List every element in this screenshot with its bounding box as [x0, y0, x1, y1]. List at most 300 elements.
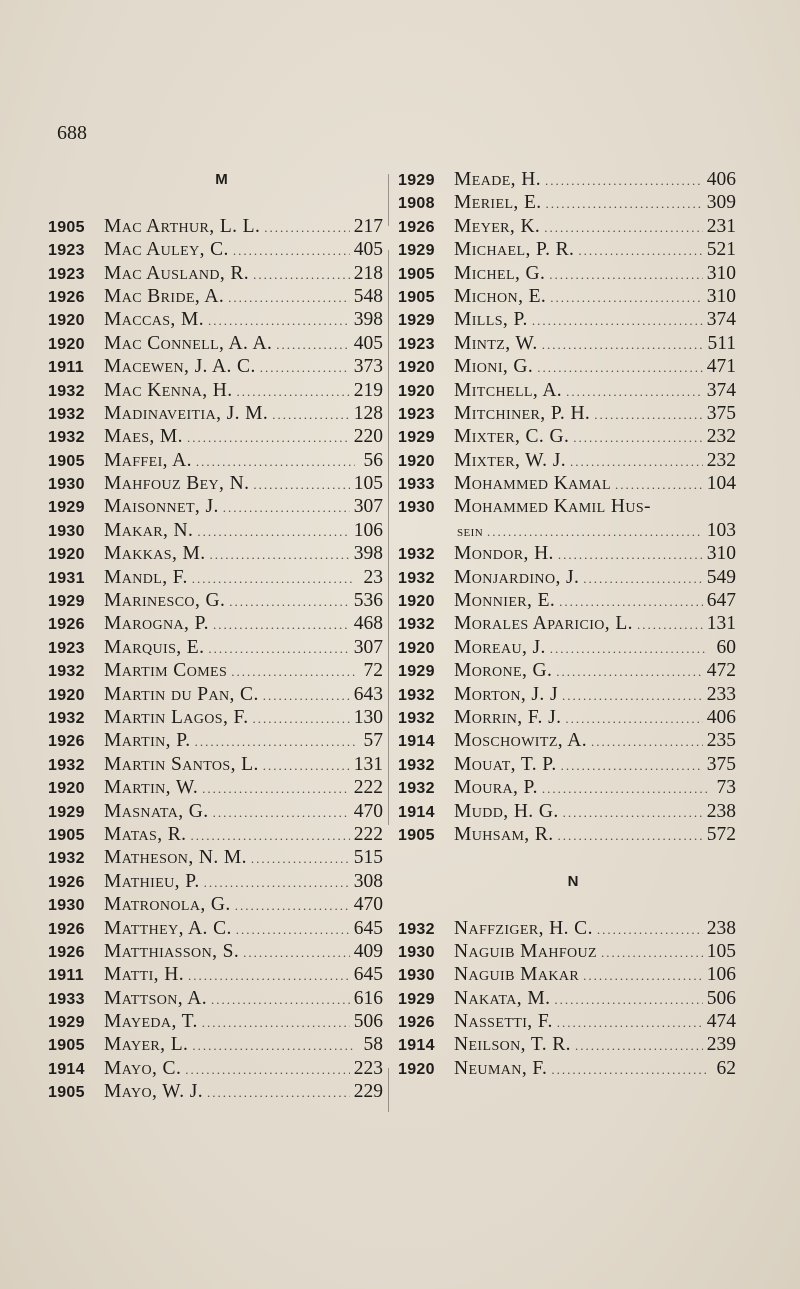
leader-dots	[196, 450, 355, 473]
leader-dots	[231, 660, 355, 683]
index-entry	[398, 683, 736, 706]
entry-name: Morales Aparicio, L.	[454, 613, 633, 635]
index-entry	[48, 917, 383, 940]
index-entry	[48, 379, 383, 402]
index-entry	[48, 566, 383, 589]
entry-page: 223	[353, 1057, 383, 1079]
entry-year: 1926	[48, 943, 85, 961]
index-entry	[48, 729, 383, 752]
leader-dots	[601, 941, 703, 964]
index-list-m	[48, 215, 383, 1104]
entry-name: Morton, J. J	[454, 683, 558, 705]
entry-page: 468	[353, 613, 383, 635]
entry-year: 1914	[398, 1037, 435, 1055]
entry-year: 1926	[48, 920, 85, 938]
entry-page: 239	[706, 1034, 736, 1056]
leader-dots	[276, 333, 350, 356]
leader-dots	[195, 730, 355, 753]
leader-dots	[263, 684, 350, 707]
index-entry	[398, 215, 736, 238]
index-entry	[398, 566, 736, 589]
leader-dots	[190, 824, 349, 847]
entry-name: Morone, G.	[454, 660, 553, 682]
entry-year: 1905	[48, 826, 85, 844]
entry-name: Mac Auley, C.	[104, 239, 229, 261]
leader-dots	[556, 660, 702, 683]
entry-year: 1920	[48, 686, 85, 704]
entry-year: 1932	[48, 850, 85, 868]
leader-dots	[207, 1081, 350, 1104]
leader-dots	[545, 169, 703, 192]
entry-name: Matronola, G.	[104, 894, 231, 916]
leader-dots	[192, 1034, 355, 1057]
entry-name: Mac Connell, A. A.	[104, 332, 273, 354]
index-entry	[398, 449, 736, 472]
index-entry	[48, 1057, 383, 1080]
page-number: 688	[57, 122, 87, 144]
index-entry	[48, 589, 383, 612]
leader-dots	[562, 684, 703, 707]
index-entry	[48, 495, 383, 518]
entry-year: 1933	[398, 476, 435, 494]
entry-page: 104	[706, 473, 736, 495]
index-entry	[48, 215, 383, 238]
entry-page: 238	[706, 917, 736, 939]
leader-dots	[213, 801, 350, 824]
index-entry	[48, 519, 383, 542]
entry-page: 616	[353, 987, 383, 1009]
entry-name: Mitchiner, P. H.	[454, 402, 591, 424]
entry-name: Maisonnet, J.	[104, 496, 219, 518]
entry-page: 373	[353, 356, 383, 378]
entry-year: 1932	[398, 709, 435, 727]
entry-name: Mayo, C.	[104, 1057, 182, 1079]
entry-year: 1920	[48, 780, 85, 798]
leader-dots	[591, 730, 703, 753]
entry-page: 219	[353, 379, 383, 401]
entry-year: 1932	[398, 569, 435, 587]
entry-year: 1920	[398, 593, 435, 611]
index-entry	[398, 1057, 736, 1080]
entry-page: 406	[706, 706, 736, 728]
entry-year: 1920	[398, 1060, 435, 1078]
index-entry	[398, 238, 736, 261]
index-entry	[48, 612, 383, 635]
entry-name: Mioni, G.	[454, 356, 534, 378]
entry-year: 1923	[48, 265, 85, 283]
entry-page: 572	[706, 823, 736, 845]
entry-year: 1930	[48, 522, 85, 540]
entry-year: 1914	[398, 733, 435, 751]
entry-name: Maccas, M.	[104, 309, 204, 331]
index-entry	[398, 262, 736, 285]
entry-page: 106	[706, 964, 736, 986]
index-entry	[398, 987, 736, 1010]
entry-name: Mondor, H.	[454, 543, 554, 565]
leader-dots	[192, 567, 355, 590]
entry-page: 23	[363, 566, 383, 588]
entry-page: 60	[716, 636, 736, 658]
index-entry	[398, 542, 736, 565]
leader-dots	[563, 801, 703, 824]
leader-dots	[235, 894, 350, 917]
entry-name: Neilson, T. R.	[454, 1034, 571, 1056]
entry-page: 549	[706, 566, 736, 588]
leader-dots	[554, 988, 702, 1011]
entry-year: 1932	[48, 405, 85, 423]
entry-page: 217	[353, 215, 383, 237]
entry-year: 1932	[398, 780, 435, 798]
entry-page: 105	[353, 473, 383, 495]
entry-name: Mayeda, T.	[104, 1011, 198, 1033]
entry-name: Moura, P.	[454, 777, 538, 799]
index-entry	[48, 706, 383, 729]
entry-name: Mohammed Kamil Hus-	[454, 496, 651, 518]
index-entry	[398, 519, 736, 542]
entry-year: 1929	[398, 312, 435, 330]
entry-page: 58	[363, 1034, 383, 1056]
leader-dots	[202, 1011, 350, 1034]
leader-dots	[236, 918, 350, 941]
index-entry	[48, 940, 383, 963]
entry-name: Neuman, F.	[454, 1057, 548, 1079]
index-entry	[398, 753, 736, 776]
index-entry	[398, 168, 736, 191]
entry-page: 645	[353, 917, 383, 939]
entry-page: 307	[353, 496, 383, 518]
entry-year: 1933	[48, 990, 85, 1008]
entry-page: 131	[706, 613, 736, 635]
entry-year: 1920	[48, 312, 85, 330]
index-entry	[398, 612, 736, 635]
leader-dots	[272, 403, 350, 426]
index-entry	[398, 589, 736, 612]
index-entry	[398, 191, 736, 214]
entry-year: 1929	[398, 172, 435, 189]
leader-dots	[243, 941, 350, 964]
index-entry	[398, 776, 736, 799]
entry-year: 1905	[398, 288, 435, 306]
entry-year: 1923	[48, 242, 85, 260]
section-spacer	[48, 191, 383, 214]
entry-name: Martin Lagos, F.	[104, 706, 249, 728]
index-entry	[48, 425, 383, 448]
entry-year: 1920	[398, 382, 435, 400]
entry-name: Mixter, W. J.	[454, 449, 566, 471]
entry-name: Mixter, C. G.	[454, 426, 570, 448]
entry-name: Martin, W.	[104, 777, 199, 799]
leader-dots	[559, 590, 703, 613]
leader-dots	[544, 216, 703, 239]
right-column	[398, 168, 736, 1080]
entry-page: 406	[706, 169, 736, 190]
entry-name: Mattson, A.	[104, 987, 208, 1009]
column-rule-middle	[388, 250, 389, 825]
entry-name: Monjardino, J.	[454, 566, 580, 588]
entry-page: 506	[706, 987, 736, 1009]
column-rule-bottom	[388, 1068, 389, 1112]
leader-dots	[578, 239, 702, 262]
entry-name: Matti, H.	[104, 964, 184, 986]
entry-year: 1905	[48, 1084, 85, 1102]
entry-page: 472	[706, 660, 736, 682]
index-entry	[398, 355, 736, 378]
leader-dots	[561, 754, 703, 777]
entry-page: 232	[706, 449, 736, 471]
leader-dots	[211, 988, 350, 1011]
entry-page: 374	[706, 379, 736, 401]
entry-page: 375	[706, 753, 736, 775]
leader-dots	[210, 543, 350, 566]
index-entry	[398, 917, 736, 940]
leader-dots	[583, 567, 702, 590]
entry-name: Naguib Makar	[454, 964, 580, 986]
index-entry	[398, 495, 736, 518]
entry-page: 232	[706, 426, 736, 448]
leader-dots	[532, 309, 703, 332]
index-entry	[48, 308, 383, 331]
entry-page: 405	[353, 332, 383, 354]
leader-dots	[558, 824, 703, 847]
index-entry	[48, 683, 383, 706]
leader-dots	[264, 216, 349, 239]
section-spacer	[398, 893, 736, 916]
entry-year: 1926	[398, 218, 435, 236]
entry-year: 1920	[398, 639, 435, 657]
entry-name: Mac Arthur, L. L.	[104, 215, 261, 237]
entry-year: 1932	[398, 616, 435, 634]
entry-year: 1920	[398, 359, 435, 377]
index-entry	[398, 308, 736, 331]
entry-name: Muhsam, R.	[454, 823, 554, 845]
entry-name: Moreau, J.	[454, 636, 546, 658]
leader-dots	[550, 286, 703, 309]
leader-dots	[237, 380, 350, 403]
entry-name: Martin, P.	[104, 730, 191, 752]
index-entry	[398, 729, 736, 752]
index-entry	[48, 636, 383, 659]
left-column	[48, 168, 383, 1104]
entry-name: Naguib Mahfouz	[454, 940, 598, 962]
entry-page: 506	[353, 1011, 383, 1033]
entry-name: Macewen, J. A. C.	[104, 356, 256, 378]
entry-page: 536	[353, 590, 383, 612]
entry-name: Meyer, K.	[454, 215, 541, 237]
section-heading-m: M	[215, 171, 228, 188]
entry-page: 375	[706, 402, 736, 424]
section-heading-n: N	[567, 872, 579, 890]
leader-dots	[558, 543, 703, 566]
entry-year: 1911	[48, 359, 84, 377]
entry-year: 1932	[398, 546, 435, 564]
index-entry	[48, 659, 383, 682]
entry-year: 1914	[398, 803, 435, 821]
entry-name: Mac Bride, A.	[104, 285, 225, 307]
entry-name: Nakata, M.	[454, 987, 551, 1009]
leader-dots	[573, 426, 703, 449]
entry-page: 231	[706, 215, 736, 237]
entry-page: 548	[353, 285, 383, 307]
entry-year: 1908	[398, 195, 435, 213]
leader-dots	[542, 333, 704, 356]
entry-year: 1929	[398, 990, 435, 1008]
leader-dots	[204, 871, 350, 894]
index-entry	[398, 425, 736, 448]
entry-year: 1905	[398, 265, 435, 283]
entry-page: 105	[706, 940, 736, 962]
entry-year: 1905	[48, 218, 85, 236]
entry-year: 1905	[48, 452, 85, 470]
index-entry	[398, 332, 736, 355]
entry-page: 73	[716, 777, 736, 799]
entry-year: 1932	[48, 756, 85, 774]
section-spacer	[398, 846, 736, 869]
entry-page: 103	[706, 519, 736, 541]
leader-dots	[542, 777, 708, 800]
entry-name: Michon, E.	[454, 285, 547, 307]
entry-name: Monnier, E.	[454, 590, 556, 612]
entry-year: 1905	[48, 1037, 85, 1055]
entry-year: 1926	[48, 873, 85, 891]
leader-dots	[546, 192, 703, 215]
entry-year: 1932	[48, 709, 85, 727]
entry-year: 1911	[48, 967, 84, 985]
entry-name: Martin du Pan, C.	[104, 683, 259, 705]
leader-dots	[187, 426, 350, 449]
index-entry	[48, 238, 383, 261]
entry-year: 1926	[48, 288, 85, 306]
entry-name: Mohammed Kamal	[454, 473, 612, 495]
leader-dots	[537, 356, 703, 379]
index-entry	[398, 706, 736, 729]
entry-year: 1930	[398, 943, 435, 961]
index-entry	[48, 285, 383, 308]
entry-name: Marogna, P.	[104, 613, 209, 635]
entry-name: Michel, G.	[454, 262, 546, 284]
index-entry	[48, 846, 383, 869]
index-entry	[48, 800, 383, 823]
index-entry	[48, 472, 383, 495]
entry-name: Maes, M.	[104, 426, 183, 448]
entry-page: 398	[353, 309, 383, 331]
entry-year: 1932	[48, 429, 85, 447]
entry-page: 643	[353, 683, 383, 705]
index-list-n	[398, 917, 736, 1081]
entry-page: 308	[353, 870, 383, 892]
leader-dots	[253, 263, 350, 286]
entry-name: Mudd, H. G.	[454, 800, 559, 822]
entry-name: Naffziger, H. C.	[454, 917, 593, 939]
entry-year: 1932	[48, 382, 85, 400]
entry-year: 1930	[398, 499, 435, 517]
entry-name: Meade, H.	[454, 169, 541, 190]
leader-dots	[260, 356, 350, 379]
index-entry	[398, 1033, 736, 1056]
entry-year: 1923	[398, 405, 435, 423]
entry-name: sein	[457, 523, 484, 540]
leader-dots	[185, 1058, 350, 1081]
entry-page: 235	[706, 730, 736, 752]
leader-dots	[615, 473, 703, 496]
entry-name: Meriel, E.	[454, 192, 542, 214]
entry-name: Moschowitz, A.	[454, 730, 588, 752]
entry-page: 310	[706, 262, 736, 284]
index-entry	[48, 1033, 383, 1056]
index-entry	[48, 332, 383, 355]
leader-dots	[208, 309, 350, 332]
entry-year: 1923	[48, 639, 85, 657]
entry-year: 1932	[398, 920, 435, 938]
entry-page: 130	[353, 706, 383, 728]
index-entry	[398, 285, 736, 308]
entry-name: Matheson, N. M.	[104, 847, 247, 869]
entry-name: Marquis, E.	[104, 636, 205, 658]
index-entry	[48, 963, 383, 986]
entry-name: Maffei, A.	[104, 449, 192, 471]
entry-page: 398	[353, 543, 383, 565]
entry-year: 1929	[398, 429, 435, 447]
leader-dots	[583, 964, 703, 987]
entry-page: 238	[706, 800, 736, 822]
leader-dots	[197, 520, 349, 543]
entry-page: 57	[363, 730, 383, 752]
index-entry	[48, 776, 383, 799]
index-entry	[48, 402, 383, 425]
entry-name: Nassetti, F.	[454, 1011, 553, 1033]
index-entry	[398, 1010, 736, 1033]
entry-name: Mouat, T. P.	[454, 753, 557, 775]
leader-dots	[213, 613, 350, 636]
leader-dots	[597, 918, 703, 941]
entry-name: Masnata, G.	[104, 800, 209, 822]
entry-year: 1929	[48, 803, 85, 821]
entry-year: 1905	[398, 826, 435, 844]
entry-name: Mathieu, P.	[104, 870, 200, 892]
entry-page: 470	[353, 800, 383, 822]
index-entry	[48, 262, 383, 285]
entry-page: 106	[353, 519, 383, 541]
entry-year: 1929	[48, 593, 85, 611]
entry-page: 128	[353, 402, 383, 424]
index-entry	[48, 449, 383, 472]
leader-dots	[233, 239, 350, 262]
index-entry	[398, 402, 736, 425]
leader-dots	[487, 520, 703, 543]
entry-year: 1929	[48, 499, 85, 517]
leader-dots	[637, 613, 703, 636]
entry-year: 1932	[398, 756, 435, 774]
entry-page: 56	[363, 449, 383, 471]
entry-name: Mitchell, A.	[454, 379, 563, 401]
entry-year: 1930	[48, 476, 85, 494]
leader-dots	[251, 847, 350, 870]
index-entry	[48, 1010, 383, 1033]
entry-name: Mahfouz Bey, N.	[104, 473, 250, 495]
index-entry	[48, 987, 383, 1010]
entry-name: Mac Kenna, H.	[104, 379, 233, 401]
leader-dots	[565, 707, 702, 730]
leader-dots	[208, 637, 349, 660]
index-entry	[398, 823, 736, 846]
entry-name: Michael, P. R.	[454, 239, 575, 261]
entry-name: Mayo, W. J.	[104, 1081, 204, 1103]
index-entry	[398, 940, 736, 963]
entry-name: Mayer, L.	[104, 1034, 189, 1056]
entry-page: 310	[706, 543, 736, 565]
entry-name: Matthey, A. C.	[104, 917, 232, 939]
index-entry	[398, 800, 736, 823]
entry-year: 1926	[398, 1014, 435, 1032]
